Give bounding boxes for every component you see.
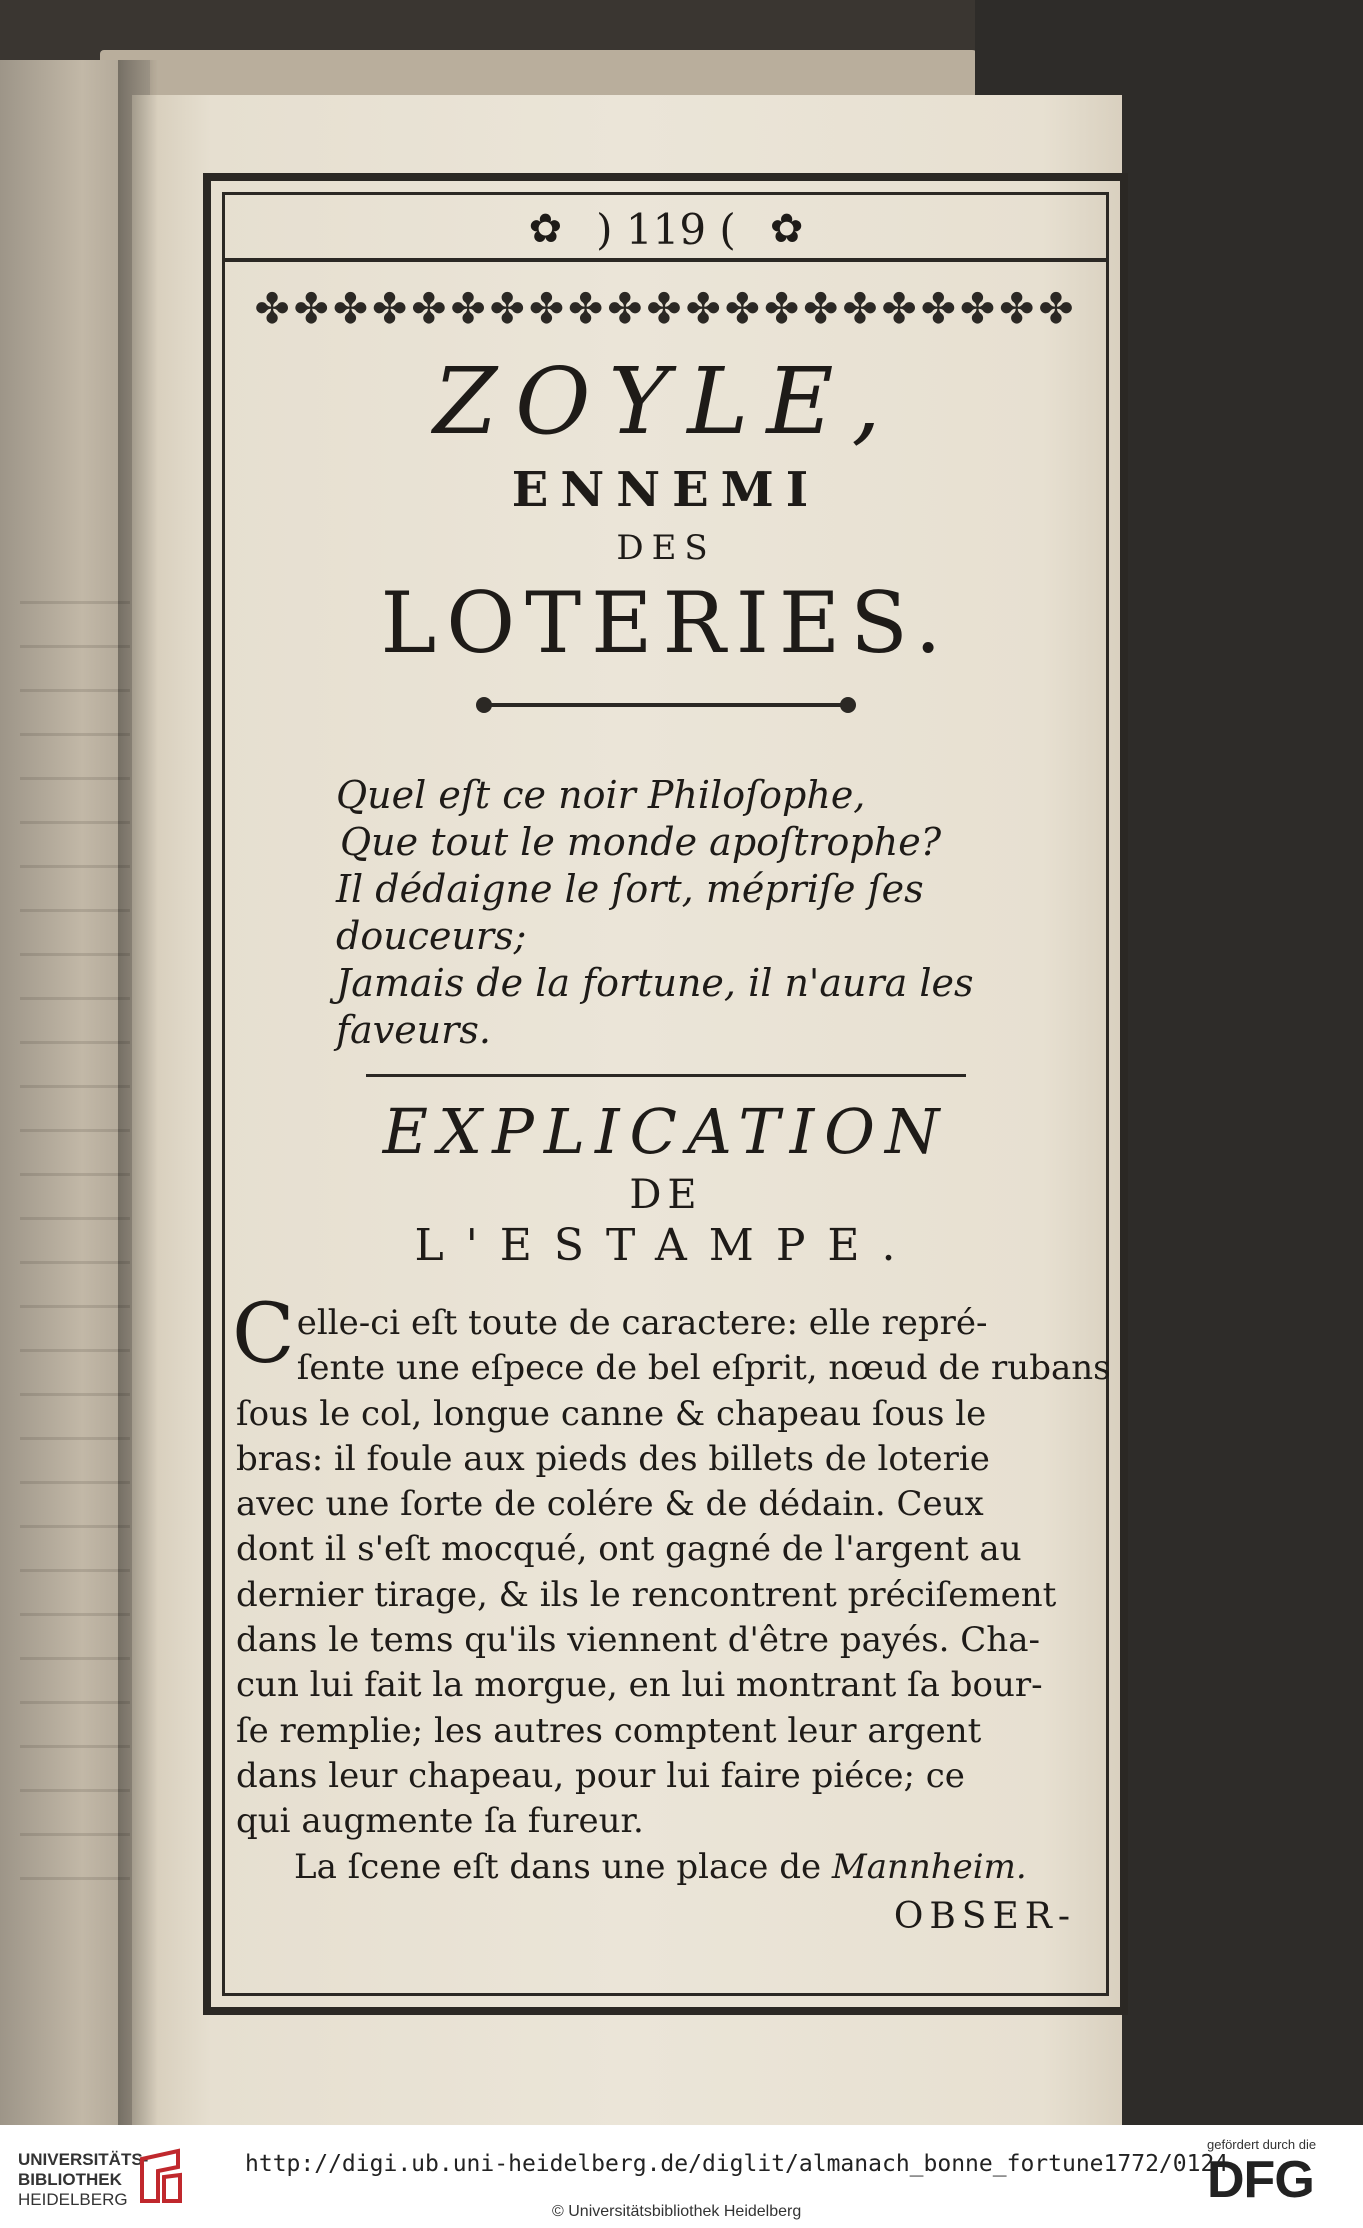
body-line: elle-ci eſt toute de caractere: elle repré-: [296, 1303, 988, 1343]
left-ornament-icon: ✿: [528, 206, 563, 252]
permalink-url[interactable]: http://digi.ub.uni-heidelberg.de/diglit/almanach_bonne_fortune1772/0124: [245, 2151, 1229, 2177]
header-rule: [222, 258, 1109, 262]
page-number: ) 119 (: [596, 204, 736, 254]
drop-cap: C: [232, 1287, 295, 1382]
running-header: [236, 200, 1096, 258]
body-line: ſe remplie; les autres comptent leur argent: [236, 1710, 982, 1751]
body-line: dans le tems qu'ils viennent d'être payés. Cha-: [236, 1620, 1040, 1661]
section-rule: [366, 1074, 966, 1077]
heading-explication: EXPLICATION: [382, 1095, 950, 1168]
place-name: Mannheim.: [831, 1846, 1027, 1887]
body-line: dans leur chapeau, pour lui faire piéce; ce: [236, 1755, 965, 1796]
verse-line: Il dédaigne le ſort, mépriſe ſes douceurs;: [336, 867, 924, 958]
body-line: qui augmente ſa fureur.: [236, 1801, 644, 1842]
title-loteries: LOTERIES.: [380, 574, 952, 672]
title-des: DES: [616, 528, 716, 568]
catchword: OBSER-: [893, 1895, 1076, 1937]
funder-note: gefördert durch die: [1207, 2137, 1317, 2152]
epigraph-verse: [336, 772, 1096, 1054]
body-line: avec une ſorte de colére & de dédain. Ceux: [236, 1484, 984, 1525]
library-name-1: UNIVERSITÄTS-: [18, 2150, 149, 2169]
library-name-3: HEIDELBERG: [18, 2190, 128, 2209]
dfg-logo: DFG: [1207, 2151, 1314, 2209]
library-name-2: BIBLIOTHEK: [18, 2170, 122, 2189]
title-zoyle: ZOYLE,: [433, 348, 899, 455]
library-emblem-icon: [138, 2147, 184, 2205]
body-paragraph: [232, 1287, 1111, 1890]
verse-line: Que tout le monde apoſtrophe?: [340, 820, 942, 864]
body-last-line: [236, 1845, 1094, 1890]
last-line-text: La ſcene eſt dans une place de: [294, 1846, 832, 1887]
funder-logo: [1207, 2137, 1316, 2208]
page-content: [232, 200, 1111, 1937]
body-line: bras: il foule aux pieds des billets de loterie: [236, 1438, 990, 1479]
title-divider: [476, 694, 856, 718]
body-line: ſente une eſpece de bel eſprit, nœud de rubans: [296, 1348, 1111, 1389]
verse-line: Jamais de la fortune, il n'aura les faveurs.: [336, 961, 974, 1052]
heading-estampe: L'ESTAMPE.: [414, 1220, 918, 1271]
copyright-notice: © Universitätsbibliothek Heidelberg: [552, 2203, 802, 2220]
body-line: dernier tirage, & ils le rencontrent préciſement: [236, 1574, 1057, 1615]
spine-shadow: [118, 60, 158, 2125]
body-line: cun lui fait la morgue, en lui montrant ſa bour-: [236, 1665, 1043, 1706]
heading-de: DE: [629, 1172, 703, 1218]
viewer-footer: [0, 2125, 1363, 2228]
right-ornament-icon: ✿: [769, 206, 804, 252]
fleuron-band: ✤✤✤✤✤✤✤✤✤✤✤✤✤✤✤✤✤✤✤✤✤: [254, 284, 1078, 333]
title-ennemi: ENNEMI: [511, 462, 821, 518]
verse-line: Quel eſt ce noir Philoſophe,: [336, 773, 866, 817]
body-line: dont il s'eſt mocqué, ont gagné de l'argent au: [236, 1529, 1022, 1570]
library-logo: [18, 2150, 148, 2210]
body-line: ſous le col, longue canne & chapeau ſous le: [236, 1393, 987, 1434]
